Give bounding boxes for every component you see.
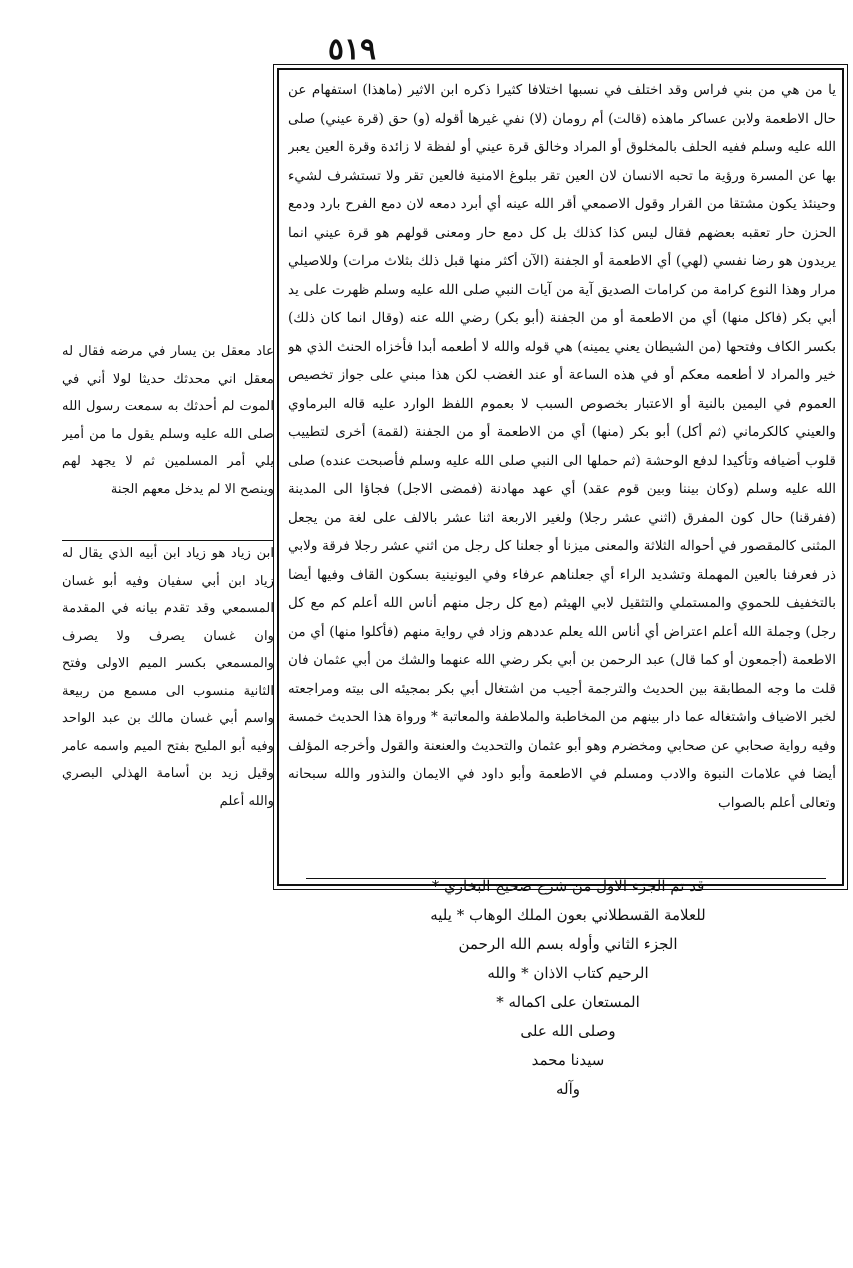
colophon-line: المستعان على اكماله * <box>496 993 640 1011</box>
colophon-line: للعلامة القسطلاني بعون الملك الوهاب * يليه <box>430 906 706 924</box>
colophon <box>298 872 838 1152</box>
colophon-line: الجزء الثاني وأوله بسم الله الرحمن <box>458 935 678 953</box>
page-number: ٥١٩ <box>327 32 377 67</box>
colophon-line: الرحيم كتاب الاذان * والله <box>487 964 649 982</box>
colophon-line: وآله <box>555 1080 581 1098</box>
margin-note-1: عاد معقل بن يسار في مرضه فقال له معقل اني محدثك حديثا لولا أني في الموت لم أحدثك به سمعت رسول الله صلى الله عليه وسلم يقول ما من أمير يلي أمر المسلمين ثم لا يجهد لهم وينصح الا لم يدخل معهم الجنة <box>62 344 274 497</box>
colophon-line: قد تم الجزء الاول من شرح صحيح البخاري * <box>431 877 705 895</box>
main-commentary-text <box>288 76 836 882</box>
main-paragraph: يا من هي من بني فراس وقد اختلف في نسبها اختلافا كثيرا ذكره ابن الاثير (ماهذا) استفهام عن حال الاطعمة ولابن عساكر ماهذه (قالت) أم رومان (لا) نفي غيرها أقوله (و) حق (قرة عيني) صلى الله عليه وسلم ففيه الحلف بالمخلوق أو المراد وخالق قرة عيني أو لفظة لا زائدة وقرة العين يعبر بها عن المسرة ورؤية ما تحبه الانسان لان العين تقر ببلوغ الامنية فالعين تقر ولا تستشرف لشيء وحينئذ يكون مشتقا من القرار وقول الاصمعي أقر الله عينه أي أبرد دمعه لان دمع الفرح بارد ودمع الحزن حار تعقبه بعضهم فقال ليس كذا كذلك بل كل دمع حار ومعنى قولهم هو قرة عيني انما يريدون هو رضا نفسي (لهي) أي الاطعمة أو الجفنة (الآن أكثر منها قبل ذلك بثلاث مرات) وللاصيلي مرار وهذا النوع كرامة من كرامات الصديق آية من آيات النبي صلى الله عليه وسلم ظهرت على يد أبي بكر (فاكل منها) أي من الاطعمة أو من الجفنة (أبو بكر) رضي الله عنه (وقال انما كان ذلك) بكسر الكاف وفتحها (من الشيطان يعني يمينه) هي قوله والله لا أطعمه أبدا فأخزاه الحنث الذي هو خير والمراد لا أطعمه معكم أو في هذه الساعة أو عند الغضب لكن هذا مبني على جواز تخصيص العموم في اليمين بالنية أو الاعتبار بخصوص السبب لا بعموم اللفظ الوارد عليه قاله البرماوي والعيني كالكرماني (ثم أكل) أبو بكر (منها) أي من الاطعمة أو من الجفنة (لقمة) أخرى لتطييب قلوب أضيافه وتأكيدا لدفع الوحشة (ثم حملها الى النبي صلى الله عليه وسلم فأصبحت عنده) صلى الله عليه وسلم (وكان بيننا وبين قوم عقد) أي عهد مهادنة (فمضى الاجل) فجاؤا الى المدينة (ففرقنا) حال كون المفرق (اثني عشر رجلا) ولغير الاربعة اثنا عشر بالالف على لغة من يجعل المثنى كالمقصور في أحواله الثلاثة والمعنى ميزنا أو جعلنا كل رجل من اثني عشر رجلا فرقة ولابي ذر فعرفنا بالعين المهملة وتشديد الراء أي جعلناهم عرفاء وفي اليونينية بسكون القاف وفيها أيضا بالتخفيف للحموي والمستملي والتثقيل لابي الهيثم (مع كل رجل منهم أناس الله أعلم كم مع كل رجل) وجملة الله أعلم اعتراض أي أناس الله يعلم عددهم وزاد في رواية منهم (فأكلوا منها) أي من الاطعمة (أجمعون أو كما قال) عبد الرحمن بن أبي بكر رضي الله عنهما والشك من أبي عثمان فان قلت ما وجه المطابقة بين الحديث والترجمة أجيب من اشتغال أبي بكر بمجيئه الى بيته ومراجعته لخبر الاضياف واشتغاله عما دار بينهم من المخاطبة والملاطفة والمعاتبة * ورواة هذا الحديث خمسة وفيه رواية صحابي عن صحابي ومخضرم وهو أبو عثمان والتحديث والعنعنة والقول وأخرجه المؤلف أيضا في علامات النبوة والادب ومسلم في الاطعمة وأبو داود في الايمان والنذور والله سبحانه وتعالى أعلم بالصواب <box>288 82 836 811</box>
margin-note-2: ابن زياد هو زياد ابن أبيه الذي يقال له زياد ابن أبي سفيان وفيه أبو غسان المسمعي وقد تقدم بيانه في المقدمة وان غسان يصرف ولا يصرف والمسمعي بكسر الميم الاولى وفتح الثانية منسوب الى مسمع من ربيعة واسم أبي غسان مالك بن عبد الواحد وفيه أبو المليح بفتح الميم واسمه عامر وقيل زيد بن أسامة الهذلي البصري والله أعلم <box>62 546 274 809</box>
colophon-line: سيدنا محمد <box>531 1051 605 1069</box>
colophon-line: وصلى الله على <box>520 1022 616 1040</box>
